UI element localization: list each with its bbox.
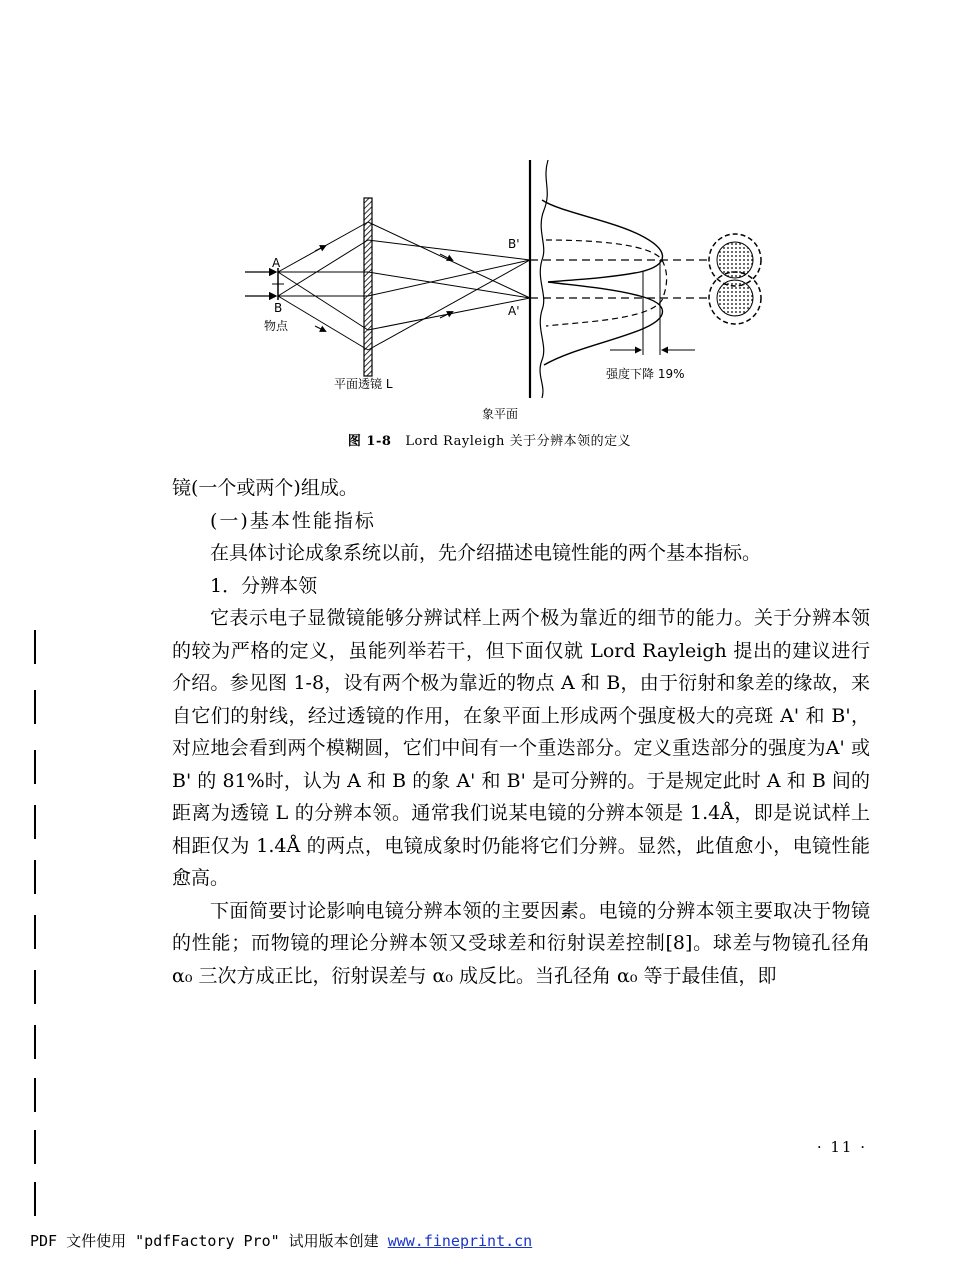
change-bar xyxy=(34,970,36,1004)
label-image-plane: 象平面 xyxy=(482,407,519,421)
margin-change-bars xyxy=(30,630,42,1220)
body-text xyxy=(172,472,870,992)
change-bar xyxy=(34,1182,36,1216)
footer-link[interactable]: www.fineprint.cn xyxy=(387,1232,533,1250)
change-bar xyxy=(34,805,36,839)
caption-number: 图 1-8 xyxy=(347,434,392,449)
change-bar xyxy=(34,1025,36,1059)
paragraph-3: 在具体讨论成象系统以前，先介绍描述电镜性能的两个基本指标。 xyxy=(210,542,762,564)
label-image-b: B' xyxy=(508,237,520,251)
label-a: A xyxy=(272,256,281,270)
figure-caption xyxy=(0,430,979,449)
change-bar xyxy=(34,860,36,894)
label-lens: 平面透镜 L xyxy=(334,377,393,391)
change-bar xyxy=(34,1130,36,1164)
paragraph-1: 镜(一个或两个)组成。 xyxy=(172,477,358,499)
paragraph-6: 下面简要讨论影响电镜分辨本领的主要因素。电镜的分辨本领主要取决于物镜的性能；而物镜的理论分辨本领又受球差和衍射误差控制[8]。球差与物镜孔径角 α₀ 三次方成正比，衍射误差与 α₀ 成反比。当孔径角 α₀ 等于最佳值，即 xyxy=(172,899,870,987)
planar-lens xyxy=(364,198,372,376)
caption-text: Lord Rayleigh 关于分辨本领的定义 xyxy=(405,434,632,449)
footer-text: PDF 文件使用 "pdfFactory Pro" 试用版本创建 xyxy=(30,1232,388,1250)
label-image-a: A' xyxy=(508,304,520,318)
blur-circles xyxy=(709,234,761,324)
intensity-curve-b xyxy=(542,200,663,282)
change-bar xyxy=(34,1078,36,1112)
ray-bundle-b xyxy=(278,240,530,350)
page-number: · 11 · xyxy=(816,1138,867,1156)
label-intensity-drop: 强度下降 19% xyxy=(606,367,685,381)
label-object-point: 物点 xyxy=(264,319,289,333)
change-bar xyxy=(34,750,36,784)
change-bar xyxy=(34,690,36,724)
section-heading: (一)基本性能指标 xyxy=(210,509,376,532)
figure-diagram xyxy=(230,150,790,430)
ray-bundle-a xyxy=(278,222,530,330)
change-bar xyxy=(34,630,36,664)
label-b: B xyxy=(274,301,283,315)
paragraph-5: 它表示电子显微镜能够分辨试样上两个极为靠近的细节的能力。关于分辨本领的较为严格的定义，虽能列举若干，但下面仅就 Lord Rayleigh 提出的建议进行介绍。参见图 1-8，设有两个极为靠近的物点 A 和 B，由于衍射和象差的缘故，来自它们的射线，经过透镜的作用，在象平面上形成两个强度极大的亮斑 A' 和 B'，对应地会看到两个模糊圆，它们中间有一个重迭部分。定义重迭部分的强度为A' 或 B' 的 81%时，认为 A 和 B 的象 A' 和 B' 是可分辨的。于是规定此时 A 和 B 间的距离为透镜 L 的分辨本领。通常我们说某电镜的分辨本领是 1.4Å，即是说试样上相距仅为 1.4Å 的两点，电镜成象时仍能将它们分辨。显然，此值愈小，电镜性能愈高。 xyxy=(172,607,870,889)
figure-rayleigh-criterion xyxy=(230,150,790,430)
pdf-footer xyxy=(30,1230,532,1251)
subsection-heading: 1．分辨本领 xyxy=(210,574,318,597)
intensity-curve-a xyxy=(544,282,663,365)
change-bar xyxy=(34,915,36,949)
